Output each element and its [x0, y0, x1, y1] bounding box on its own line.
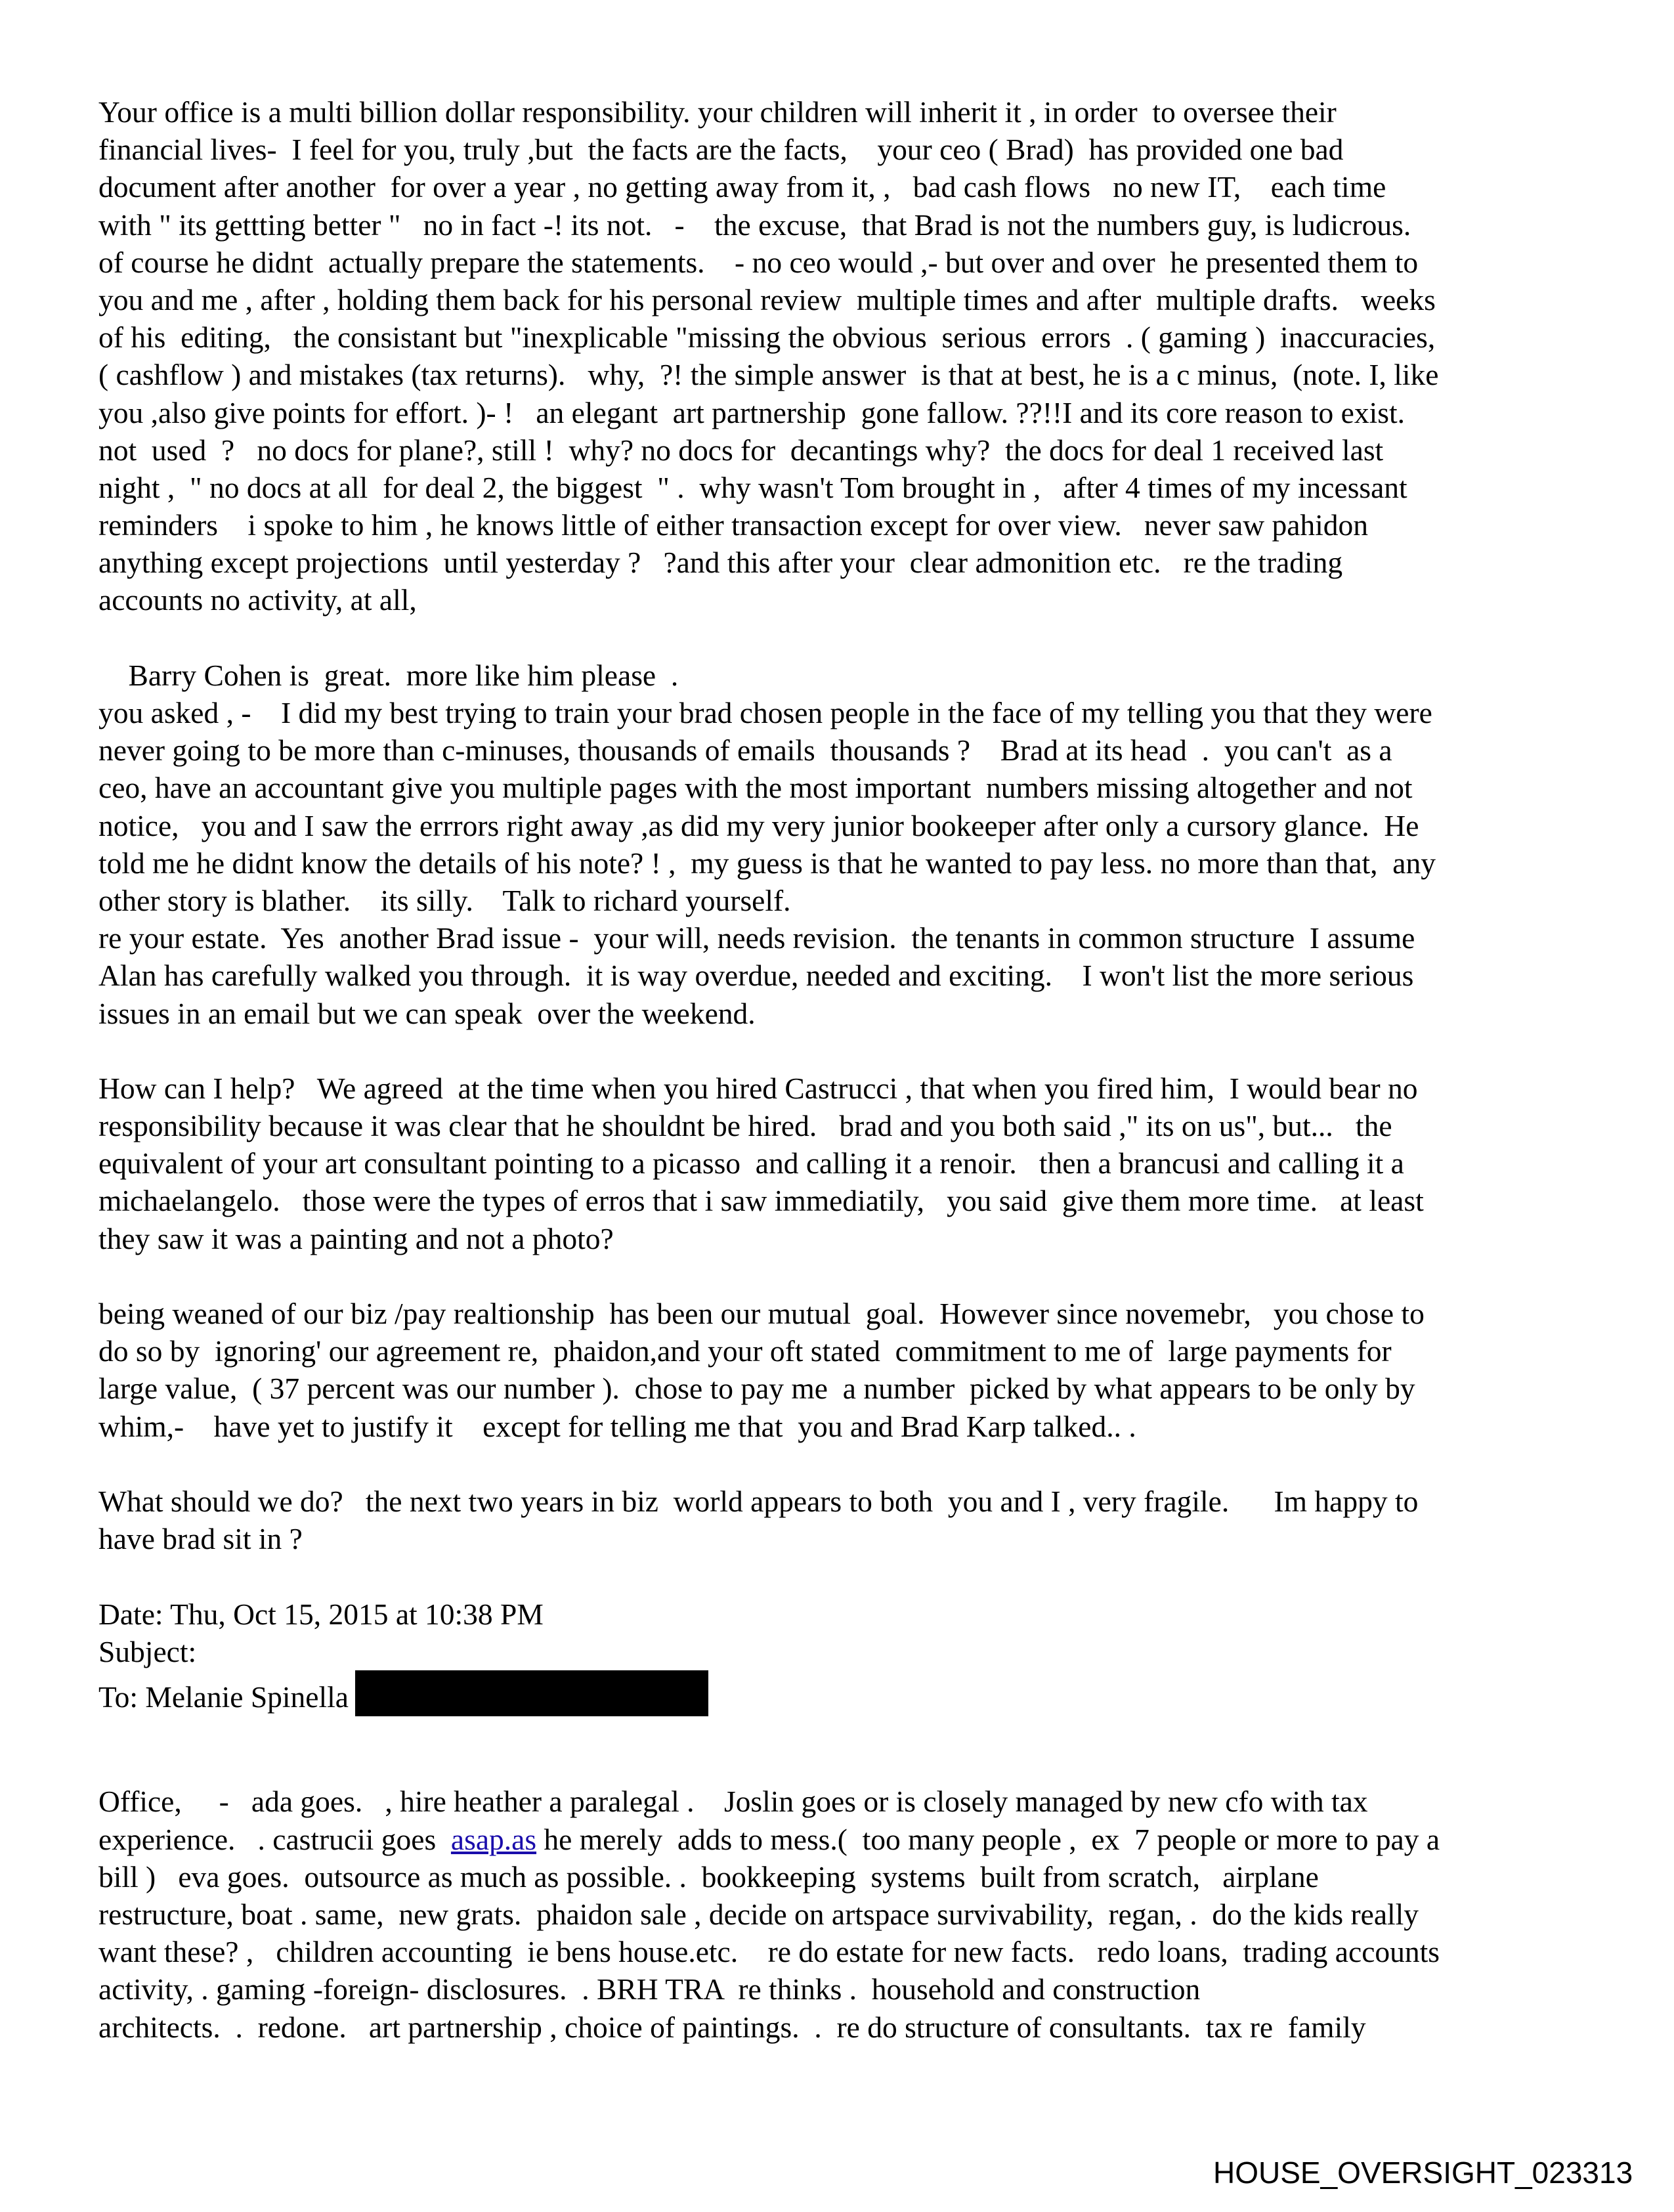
- text-line: bill ) eva goes. outsource as much as possible. . bookkeeping systems built from scratch, airplane: [98, 1859, 1319, 1894]
- paragraph-spacer: [98, 1745, 1576, 1783]
- email-date: Date: Thu, Oct 15, 2015 at 10:38 PM: [98, 1597, 544, 1631]
- text-line: being weaned of our biz /pay realtionship has been our mutual goal. However since novemebr, you chose to: [98, 1297, 1425, 1330]
- paragraph-biz-pay-relationship: [98, 1295, 1576, 1445]
- text-line: document after another for over a year , no getting away from it, , bad cash flows no new IT, each time: [98, 170, 1386, 204]
- text-line: accounts no activity, at all,: [98, 583, 417, 617]
- paragraph-spacer: [98, 619, 1576, 657]
- redaction-box: [355, 1670, 708, 1716]
- text-line: other story is blather. its silly. Talk to richard yourself.: [98, 883, 791, 917]
- email-subject: Subject:: [98, 1634, 197, 1668]
- text-line: want these? , children accounting ie bens house.etc. re do estate for new facts. redo loans, trading accounts: [98, 1935, 1440, 1969]
- second-email-body: [98, 1783, 1576, 2045]
- text-line: re your estate. Yes another Brad issue - your will, needs revision. the tenants in common structure I assume: [98, 921, 1415, 955]
- text-line: large value, ( 37 percent was our number ). chose to pay me a number picked by what appears to be only by: [98, 1372, 1415, 1406]
- paragraph-how-can-i-help: [98, 1070, 1576, 1257]
- text-line: never going to be more than c-minuses, thousands of emails thousands ? Brad at its head . you can't as a: [98, 733, 1392, 768]
- text-line: told me he didnt know the details of his note? ! , my guess is that he wanted to pay less. no more than that, any: [98, 846, 1436, 880]
- text-line: responsibility because it was clear that he shouldnt be hired. brad and you both said ," its on us", but... the: [98, 1109, 1392, 1143]
- text-line: restructure, boat . same, new grats. phaidon sale , decide on artspace survivability, regan, . do the kids really: [98, 1898, 1419, 1931]
- text-line: issues in an email but we can speak over the weekend.: [98, 996, 756, 1030]
- email-to-line: [98, 1670, 1576, 1714]
- text-line: with " its gettting better " no in fact -! its not. - the excuse, that Brad is not the numbers guy, is ludicrous.: [98, 207, 1411, 242]
- text-line: Alan has carefully walked you through. it is way overdue, needed and exciting. I won't list the more serious: [98, 959, 1414, 993]
- text-line: Your office is a multi billion dollar responsibility. your children will inherit it , in order to oversee their: [98, 95, 1337, 129]
- asap-link[interactable]: asap.as: [450, 1822, 537, 1856]
- email-to: To: Melanie Spinella: [98, 1680, 349, 1714]
- text-line: architects. . redone. art partnership , choice of paintings. . re do structure of consultants. tax re family: [98, 2010, 1366, 2044]
- bates-number: HOUSE_OVERSIGHT_023313: [1213, 2156, 1633, 2190]
- text-line-with-link: [98, 1821, 1576, 1858]
- text-line: have brad sit in ?: [98, 1522, 303, 1556]
- paragraph-what-should-we-do: [98, 1483, 1576, 1557]
- text-segment: experience. . castrucii goes: [98, 1822, 451, 1856]
- document-body: [98, 93, 1576, 2046]
- text-line: anything except projections until yesterday ? ?and this after your clear admonition etc. re the trading: [98, 546, 1343, 580]
- text-line: reminders i spoke to him , he knows little of either transaction except for over view. never saw pahidon: [98, 508, 1369, 542]
- text-segment: he merely adds to mess.( too many people , ex 7 people or more to pay a: [536, 1822, 1440, 1856]
- text-line: you asked , - I did my best trying to train your brad chosen people in the face of my telling you that they were: [98, 696, 1432, 729]
- text-line: activity, . gaming -foreign- disclosures. . BRH TRA re thinks . household and construction: [98, 1972, 1201, 2006]
- text-line: of course he didnt actually prepare the statements. - no ceo would ,- but over and over he presented them to: [98, 245, 1419, 279]
- text-line: Office, - ada goes. , hire heather a paralegal . Joslin goes or is closely managed by new cfo with tax: [98, 1785, 1368, 1819]
- paragraph-office-responsibility: [98, 93, 1576, 619]
- text-line: whim,- have yet to justify it except for telling me that you and Brad Karp talked.. .: [98, 1409, 1136, 1443]
- text-line: financial lives- I feel for you, truly ,but the facts are the facts, your ceo ( Brad) has provided one bad: [98, 133, 1344, 167]
- email-header: [98, 1595, 1576, 1714]
- text-line: michaelangelo. those were the types of erros that i saw immediatily, you said give them more time. at least: [98, 1184, 1424, 1218]
- text-line: do so by ignoring' our agreement re, phaidon,and your oft stated commitment to me of large payments for: [98, 1334, 1392, 1368]
- text-line: not used ? no docs for plane?, still ! why? no docs for decantings why? the docs for deal 1 received last: [98, 433, 1384, 467]
- paragraph-spacer: [98, 1445, 1576, 1483]
- text-line: of his editing, the consistant but "inexplicable "missing the obvious serious errors . ( gaming ) inaccuracies,: [98, 320, 1436, 355]
- text-line: you ,also give points for effort. )- ! an elegant art partnership gone fallow. ??!!I and its core reason to exist.: [98, 395, 1405, 429]
- paragraph-spacer: [98, 1257, 1576, 1295]
- text-line: equivalent of your art consultant pointing to a picasso and calling it a renoir. then a brancusi and calling it a: [98, 1146, 1404, 1181]
- text-line: ceo, have an accountant give you multiple pages with the most important numbers missing altogether and not: [98, 771, 1413, 805]
- paragraph-spacer: [98, 1032, 1576, 1070]
- paragraph-spacer: [98, 1557, 1576, 1595]
- paragraph-barry-cohen: [98, 657, 1576, 1032]
- text-line: you and me , after , holding them back for his personal review multiple times and after multiple drafts. weeks: [98, 282, 1436, 316]
- text-line: they saw it was a painting and not a photo?: [98, 1221, 614, 1255]
- text-line: How can I help? We agreed at the time when you hired Castrucci , that when you fired him, I would bear no: [98, 1071, 1418, 1105]
- text-line: notice, you and I saw the errrors right away ,as did my very junior bookeeper after only a cursory glance. He: [98, 808, 1419, 842]
- text-line: Barry Cohen is great. more like him please .: [98, 658, 679, 692]
- text-line: What should we do? the next two years in biz world appears to both you and I , very fragile. Im happy to: [98, 1484, 1419, 1518]
- text-line: night , " no docs at all for deal 2, the biggest " . why wasn't Tom brought in , after 4 times of my incessant: [98, 470, 1407, 504]
- text-line: ( cashflow ) and mistakes (tax returns). why, ?! the simple answer is that at best, he is a c minus, (note. I, like: [98, 358, 1439, 392]
